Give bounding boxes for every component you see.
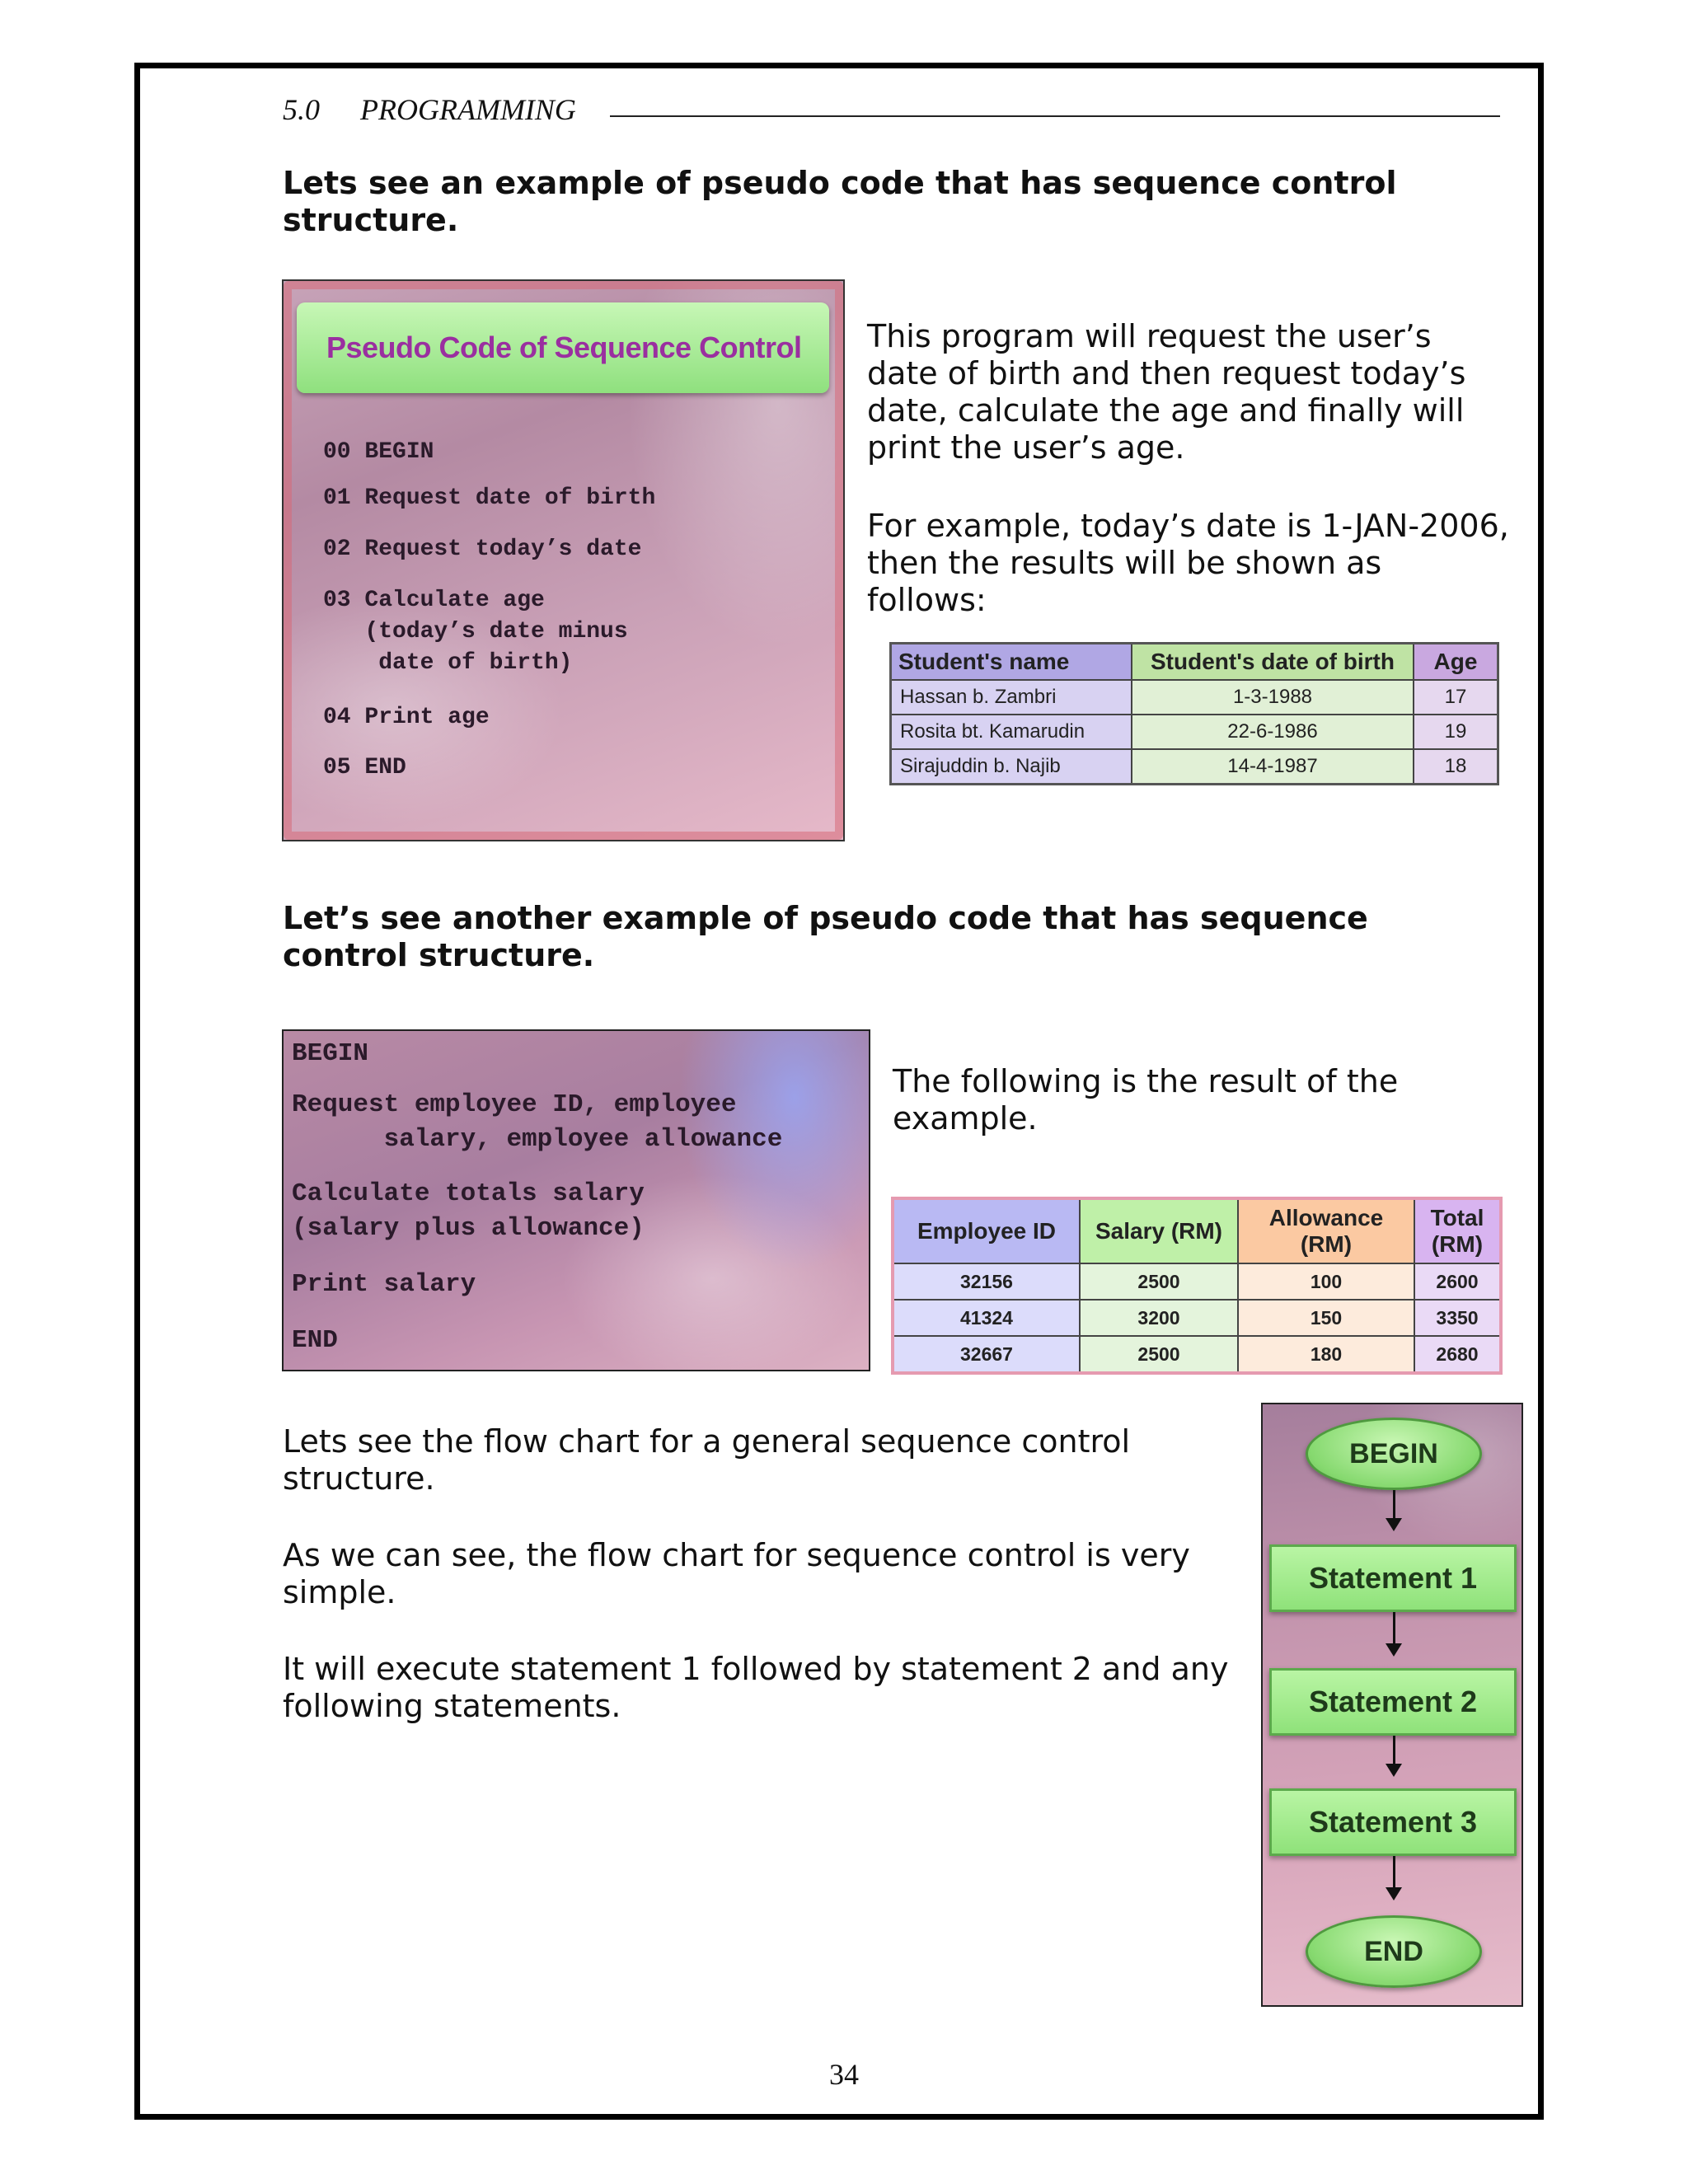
slide-title: Pseudo Code of Sequence Control [326, 330, 802, 364]
table-cell: 19 [1414, 715, 1498, 749]
flowchart-intro-paragraph: Lets see the flow chart for a general sequence control structure. [283, 1423, 1131, 1497]
table-cell: 41324 [893, 1300, 1080, 1336]
flow-arrow [1393, 1736, 1395, 1774]
heading-example-2: Let’s see another example of pseudo code that has sequence control structure. [283, 900, 1368, 973]
table-cell: 18 [1414, 749, 1498, 785]
code-line: 03 Calculate age [323, 588, 545, 613]
table-cell: 1-3-1988 [1132, 680, 1414, 715]
flowchart-statement-1: Statement 1 [1269, 1544, 1517, 1612]
table-cell: 32667 [893, 1336, 1080, 1373]
flow-arrow [1393, 1490, 1395, 1528]
flowchart-begin: BEGIN [1306, 1418, 1482, 1490]
table-cell: 3350 [1414, 1300, 1501, 1336]
code-line: date of birth) [323, 650, 573, 676]
table-cell: Sirajuddin b. Najib [891, 749, 1132, 785]
header-rule [610, 115, 1500, 117]
table-row [891, 680, 1498, 715]
table-cell: 22-6-1986 [1132, 715, 1414, 749]
column-header: Total (RM) [1414, 1198, 1501, 1263]
table-row [893, 1336, 1501, 1373]
table-row [891, 749, 1498, 785]
result-paragraph: The following is the result of the example. [893, 1063, 1399, 1137]
code-line: 01 Request date of birth [323, 485, 656, 511]
code-line: Print salary [292, 1270, 476, 1299]
description-paragraph: This program will request the user’s date of birth and then request today’s date, calculate the age and finally will print the user’s age. [867, 318, 1466, 466]
column-header: Employee ID [893, 1198, 1080, 1263]
table-cell: Hassan b. Zambri [891, 680, 1132, 715]
slide-title-bar [297, 302, 829, 393]
code-line: salary, employee allowance [292, 1125, 783, 1154]
code-line: Calculate totals salary [292, 1179, 645, 1208]
code-line: (salary plus allowance) [292, 1214, 645, 1243]
code-line: (today’s date minus [323, 619, 628, 644]
page-number: 34 [829, 2058, 859, 2091]
flowchart-statement-2: Statement 2 [1269, 1668, 1517, 1736]
column-header: Student's name [891, 644, 1132, 681]
table-cell: 2500 [1080, 1336, 1238, 1373]
code-line: 04 Print age [323, 705, 490, 730]
flowchart-statement-3: Statement 3 [1269, 1788, 1517, 1856]
table-row [893, 1300, 1501, 1336]
pseudo-code-slide-1 [282, 279, 845, 841]
table-cell: Rosita bt. Kamarudin [891, 715, 1132, 749]
column-header: Allowance (RM) [1238, 1198, 1414, 1263]
section-number: 5.0 [283, 93, 320, 126]
flowchart-simple-paragraph: As we can see, the flow chart for sequence control is very simple. [283, 1537, 1190, 1610]
table-header-row [893, 1198, 1501, 1263]
table-cell: 2500 [1080, 1263, 1238, 1300]
running-header [283, 92, 1500, 134]
table-cell: 180 [1238, 1336, 1414, 1373]
table-cell: 2600 [1414, 1263, 1501, 1300]
table-header-row [891, 644, 1498, 681]
flowchart-execute-paragraph: It will execute statement 1 followed by statement 2 and any following statements. [283, 1651, 1229, 1724]
employee-salary-table [891, 1197, 1503, 1375]
table-row [891, 715, 1498, 749]
example-paragraph: For example, today’s date is 1-JAN-2006, then the results will be shown as follows: [867, 508, 1509, 618]
table-cell: 2680 [1414, 1336, 1501, 1373]
table-row [893, 1263, 1501, 1300]
pseudo-code-slide-2 [282, 1029, 870, 1371]
flow-arrow [1393, 1612, 1395, 1653]
code-line: 05 END [323, 755, 406, 780]
code-line: 00 BEGIN [323, 439, 434, 465]
column-header: Age [1414, 644, 1498, 681]
code-line: END [292, 1326, 338, 1355]
table-cell: 100 [1238, 1263, 1414, 1300]
sequence-flowchart [1261, 1403, 1523, 2007]
flow-arrow [1393, 1856, 1395, 1897]
code-line: Request employee ID, employee [292, 1090, 737, 1119]
column-header: Salary (RM) [1080, 1198, 1238, 1263]
table-cell: 32156 [893, 1263, 1080, 1300]
column-header: Student's date of birth [1132, 644, 1414, 681]
code-line: BEGIN [292, 1039, 369, 1068]
flowchart-end: END [1306, 1915, 1482, 1988]
code-line: 02 Request today’s date [323, 537, 642, 562]
heading-example-1: Lets see an example of pseudo code that has sequence control structure. [283, 165, 1397, 238]
table-cell: 14-4-1987 [1132, 749, 1414, 785]
student-age-table [889, 642, 1499, 785]
table-cell: 150 [1238, 1300, 1414, 1336]
table-cell: 3200 [1080, 1300, 1238, 1336]
table-cell: 17 [1414, 680, 1498, 715]
section-name: PROGRAMMING [360, 93, 576, 126]
